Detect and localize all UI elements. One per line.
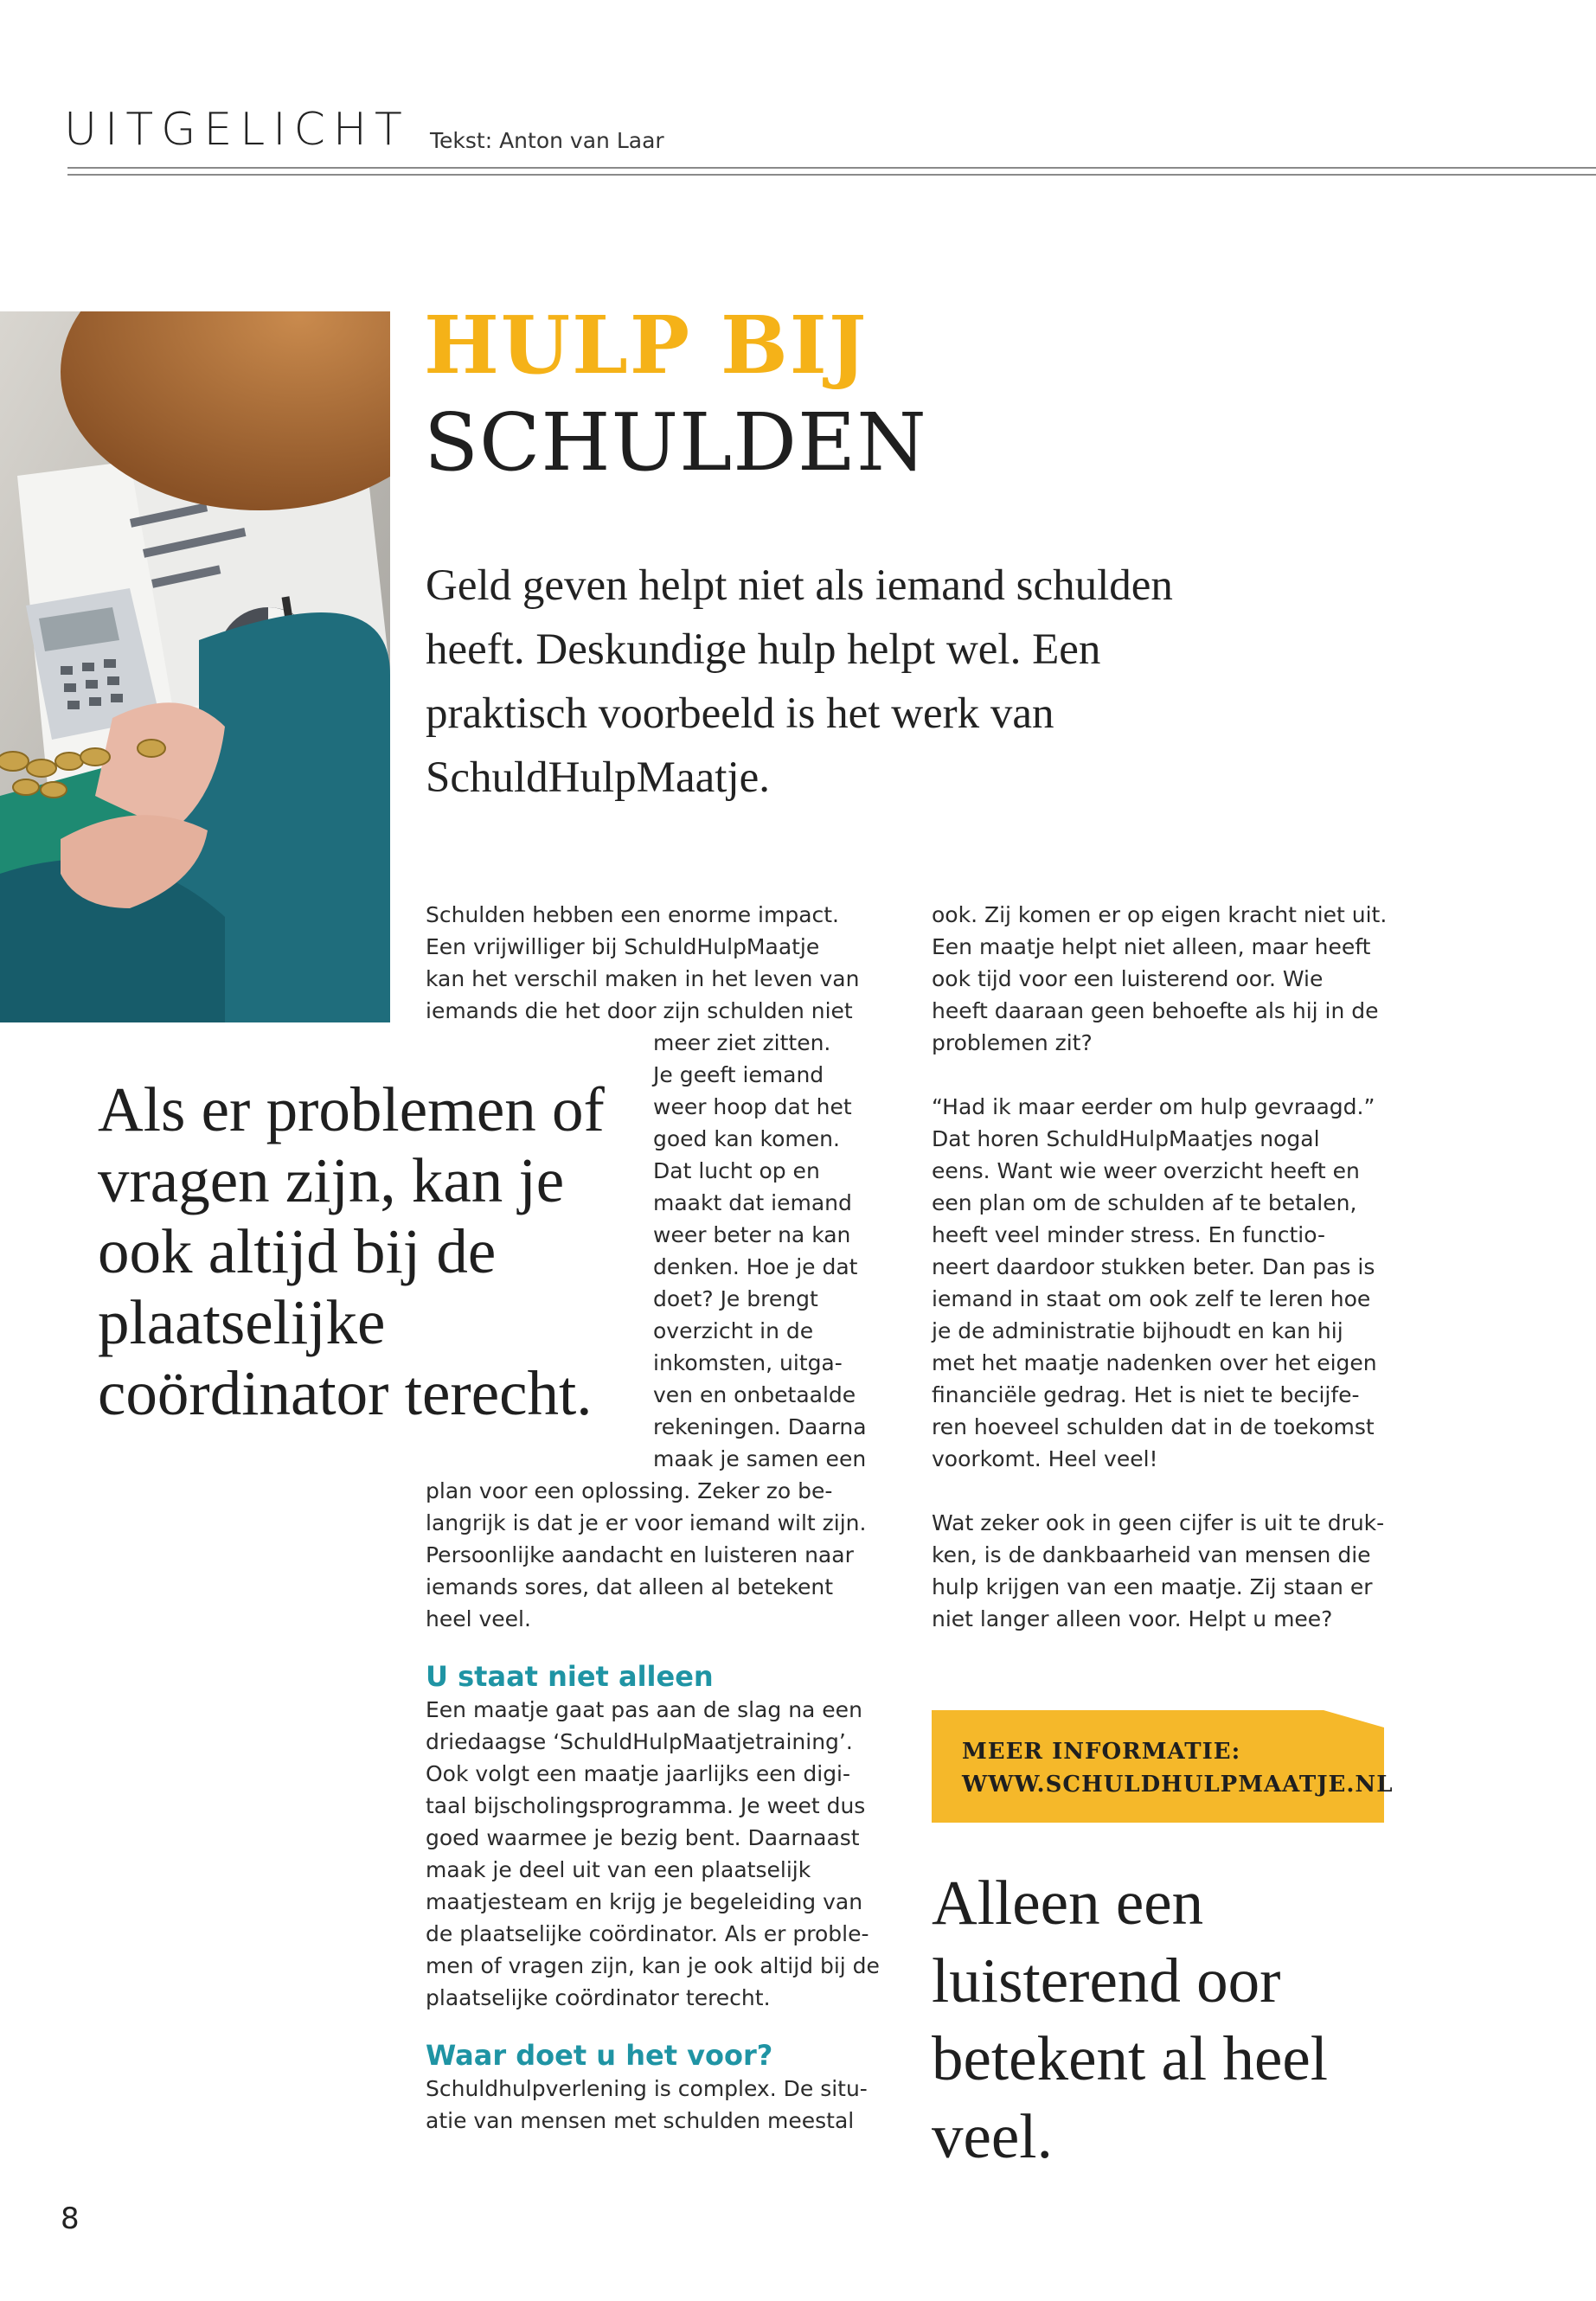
text-line: iemands sores, dat alleen al betekent (426, 1574, 833, 1599)
text-line: denken. Hoe je dat (653, 1254, 858, 1279)
info-box-text (962, 1735, 1393, 1801)
text-line: met het maatje nadenken over het eigen (932, 1350, 1377, 1375)
text-line: maak je samen een (653, 1446, 867, 1471)
pull-quote-2: Alleen een luisterend oor betekent al heel veel. (932, 1868, 1329, 2171)
text-line: ook tijd voor een luisterend oor. Wie (932, 966, 1324, 991)
body-column-2 (932, 899, 1387, 1635)
text-line: goed waarmee je bezig bent. Daarnaast (426, 1825, 860, 1850)
paragraph-gap (932, 1475, 1387, 1507)
text-line: Een vrijwilliger bij SchuldHulpMaatje (426, 934, 820, 959)
text-line: iemand in staat om ook zelf te leren hoe (932, 1286, 1371, 1311)
section-title: UITGELICHT (64, 104, 410, 156)
col2-paragraph-3 (932, 1507, 1387, 1635)
text-line: eens. Want wie weer overzicht heeft en (932, 1158, 1360, 1183)
text-line: financiële gedrag. Het is niet te becijfe- (932, 1382, 1360, 1407)
header-rule-top (67, 167, 1596, 169)
col2-paragraph-1 (932, 899, 1387, 1059)
text-line: Schulden hebben een enorme impact. (426, 902, 840, 927)
text-line: kan het verschil maken in het leven van (426, 966, 860, 991)
text-line: weer beter na kan (653, 1222, 851, 1247)
text-line: plan voor een oplossing. Zeker zo be- (426, 1478, 833, 1503)
lead-paragraph: Geld geven helpt niet als iemand schulden heeft. Deskundige hulp helpt wel. Een praktisch voorbeeld is het werk van SchuldHulpMaatje. (426, 561, 1173, 802)
text-line: overzicht in de (653, 1318, 814, 1343)
text-line: heeft daaraan geen behoefte als hij in de (932, 998, 1379, 1023)
text-line: Schuldhulpverlening is complex. De situ- (426, 2076, 868, 2101)
headline-line-1: HULP BIJ (424, 298, 869, 392)
text-line: Wat zeker ook in geen cijfer is uit te druk- (932, 1510, 1385, 1535)
subheading-2: Waar doet u het voor? (426, 2039, 773, 2072)
text-line: voorkomt. Heel veel! (932, 1446, 1158, 1471)
text-line: Dat lucht op en (653, 1158, 820, 1183)
text-line: maak je deel uit van een plaatselijk (426, 1857, 811, 1882)
col1-intro (426, 899, 880, 1027)
text-line: maakt dat iemand (653, 1190, 852, 1215)
text-line: maatjesteam en krijg je begeleiding van (426, 1889, 863, 1914)
text-line: een plan om de schulden af te betalen, (932, 1190, 1357, 1215)
text-line: hulp krijgen van een maatje. Zij staan er (932, 1574, 1373, 1599)
headline-line-2: SCHULDEN (424, 396, 927, 489)
text-line: langrijk is dat je er voor iemand wilt zijn. (426, 1510, 867, 1535)
text-line: atie van mensen met schulden meestal (426, 2108, 855, 2133)
text-line: neert daardoor stukken beter. Dan pas is (932, 1254, 1375, 1279)
section-2-text (426, 2073, 880, 2137)
text-line: Een maatje gaat pas aan de slag na een (426, 1697, 862, 1722)
text-line: Persoonlijke aandacht en luisteren naar (426, 1542, 854, 1567)
text-line: Ook volgt een maatje jaarlijks een digi- (426, 1761, 851, 1786)
text-line: ook. Zij komen er op eigen kracht niet uit. (932, 902, 1388, 927)
text-line: rekeningen. Daarna (653, 1414, 867, 1439)
text-line: ken, is de dankbaarheid van mensen die (932, 1542, 1371, 1567)
info-label: MEER INFORMATIE: (962, 1739, 1241, 1765)
article-photo (0, 311, 390, 1022)
text-line: Je geeft iemand (653, 1062, 824, 1087)
pull-quote-1: Als er problemen of vragen zijn, kan je ook altijd bij de plaatselijke coördinator terecht. (98, 1074, 605, 1428)
col1-full (426, 1475, 880, 1635)
text-line: ren hoeveel schulden dat in de toekomst (932, 1414, 1375, 1439)
info-website-link[interactable]: WWW.SCHULDHULPMAATJE.NL (962, 1772, 1394, 1798)
paragraph-gap (932, 1059, 1387, 1091)
col1-indented (426, 1027, 880, 1475)
body-column-1 (426, 899, 880, 2137)
text-line: heeft veel minder stress. En functio- (932, 1222, 1326, 1247)
text-line: “Had ik maar eerder om hulp gevraagd.” (932, 1094, 1375, 1119)
text-line: goed kan komen. (653, 1126, 840, 1151)
text-line: je de administratie bijhoudt en kan hij (932, 1318, 1343, 1343)
text-line: weer hoop dat het (653, 1094, 852, 1119)
text-line: Een maatje helpt niet alleen, maar heeft (932, 934, 1371, 959)
page-number: 8 (61, 2202, 80, 2236)
text-line: doet? Je brengt (653, 1286, 818, 1311)
text-line: iemands die het door zijn schulden niet (426, 998, 853, 1023)
text-line: de plaatselijke coördinator. Als er proble- (426, 1921, 869, 1946)
text-line: inkomsten, uitga- (653, 1350, 843, 1375)
text-line: heel veel. (426, 1606, 531, 1631)
text-line: ven en onbetaalde (653, 1382, 856, 1407)
text-line: taal bijscholingsprogramma. Je weet dus (426, 1793, 866, 1818)
header-rule-bottom (67, 174, 1596, 176)
section-1-text (426, 1694, 880, 2014)
text-line: men of vragen zijn, kan je ook altijd bij de (426, 1953, 880, 1978)
text-line: problemen zit? (932, 1030, 1093, 1055)
text-line: meer ziet zitten. (653, 1030, 831, 1055)
byline: Tekst: Anton van Laar (430, 128, 664, 153)
text-line: Dat horen SchuldHulpMaatjes nogal (932, 1126, 1320, 1151)
subheading-1: U staat niet alleen (426, 1660, 714, 1693)
col2-paragraph-2 (932, 1091, 1387, 1475)
text-line: driedaagse ‘SchuldHulpMaatjetraining’. (426, 1729, 853, 1754)
text-line: plaatselijke coördinator terecht. (426, 1985, 771, 2010)
text-line: niet langer alleen voor. Helpt u mee? (932, 1606, 1333, 1631)
